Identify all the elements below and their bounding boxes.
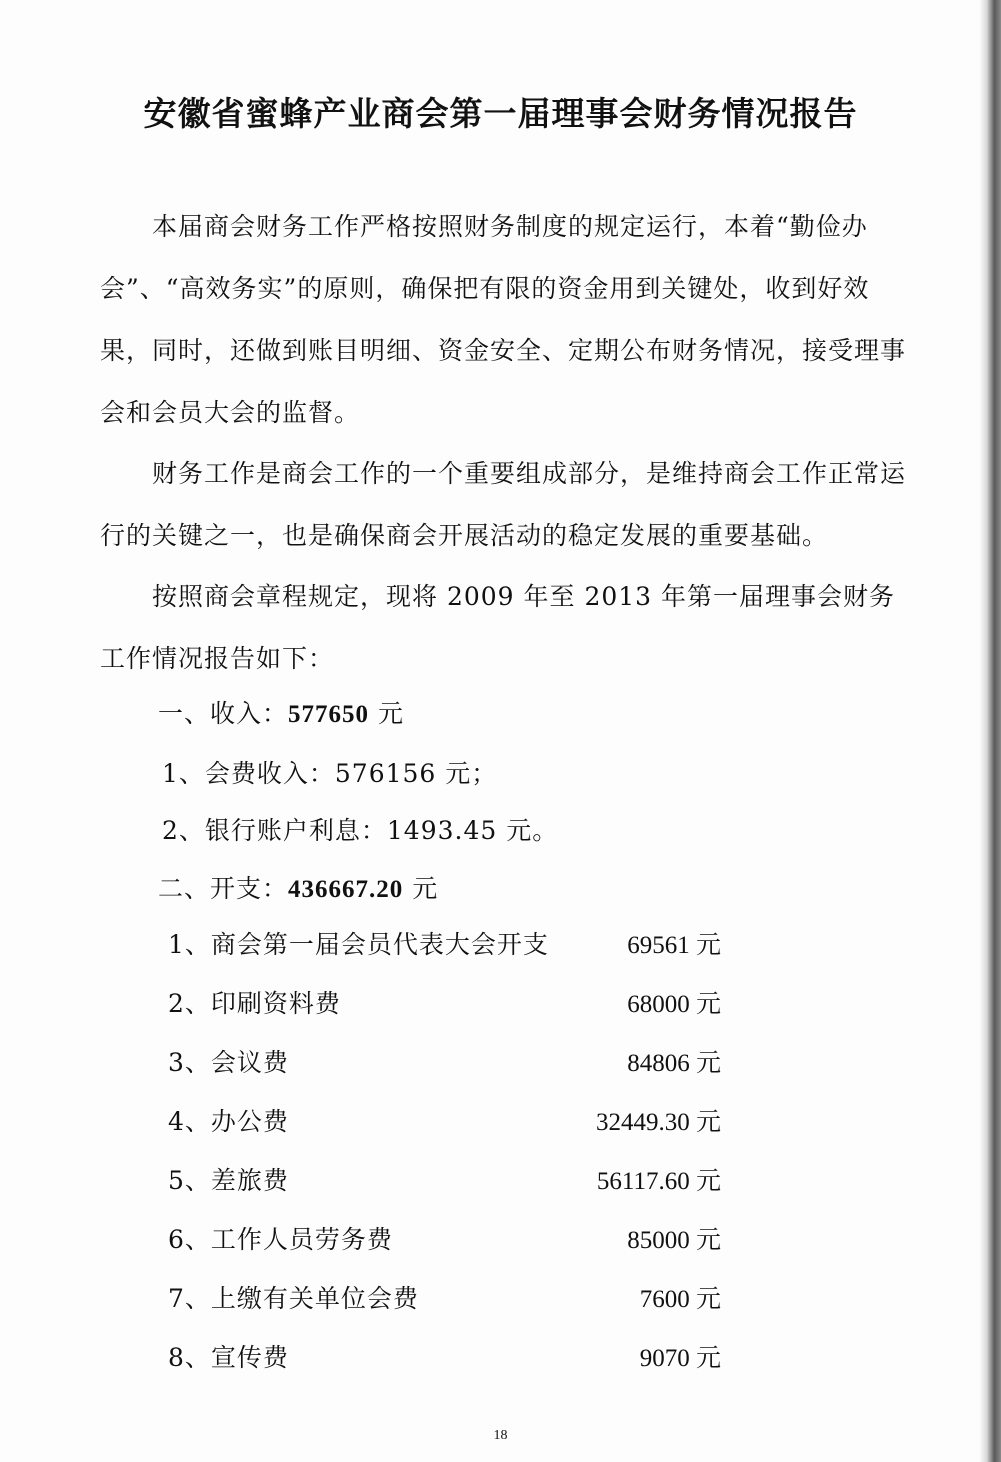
expense-item-amount: 69561 元	[627, 932, 721, 959]
expense-item-label: 3、会议费	[168, 1048, 289, 1077]
intro-paragraph: 本届商会财务工作严格按照财务制度的规定运行，本着“勤俭办会”、“高效务实”的原则，确保把有限的资金用到关键处，收到好效果，同时，还做到账目明细、资金安全、定期公布财务情况，接受理事会和会员大会的监督。	[100, 212, 907, 427]
expense-item-amount: 9070 元	[639, 1345, 721, 1372]
expense-item-amount: 68000 元	[627, 991, 721, 1018]
expense-item-label: 5、差旅费	[168, 1166, 289, 1195]
page-title: 安徽省蜜蜂产业商会第一届理事会财务情况报告	[143, 94, 858, 133]
report-intro-paragraph: 按照商会章程规定，现将 2009 年至 2013 年第一届理事会财务工作情况报告如下：	[100, 582, 896, 673]
income-item: 1、会费收入：576156 元；	[162, 759, 498, 788]
expense-heading-label: 二、开支：	[158, 874, 289, 903]
expense-item-amount: 32449.30 元	[595, 1109, 721, 1136]
expense-total: 436667.20	[288, 876, 404, 903]
expense-item-amount: 7600 元	[639, 1286, 721, 1313]
income-total: 577650	[288, 701, 370, 728]
page-number: 18	[493, 1428, 508, 1443]
expense-item-label: 1、商会第一届会员代表大会开支	[168, 930, 549, 959]
income-heading	[158, 694, 404, 730]
expense-item-amount: 85000 元	[627, 1227, 721, 1254]
income-heading-label: 一、收入：	[158, 699, 289, 728]
expense-item-label: 4、办公费	[168, 1107, 289, 1136]
expense-item-amount: 56117.60 元	[596, 1168, 721, 1195]
expense-unit: 元	[403, 874, 439, 903]
expense-item-label: 2、印刷资料费	[168, 989, 341, 1018]
expense-item-label: 7、上缴有关单位会费	[168, 1284, 419, 1313]
expense-item-amount: 84806 元	[627, 1050, 721, 1077]
income-item: 2、银行账户利息：1493.45 元。	[162, 816, 559, 845]
expense-item-label: 8、宣传费	[168, 1343, 289, 1372]
expense-heading	[158, 869, 438, 905]
income-unit: 元	[369, 699, 404, 728]
expense-item-label: 6、工作人员劳务费	[168, 1225, 393, 1254]
importance-paragraph: 财务工作是商会工作的一个重要组成部分，是维持商会工作正常运行的关键之一，也是确保商会开展活动的稳定发展的重要基础。	[100, 459, 907, 550]
scan-edge-shadow	[979, 0, 1001, 1462]
